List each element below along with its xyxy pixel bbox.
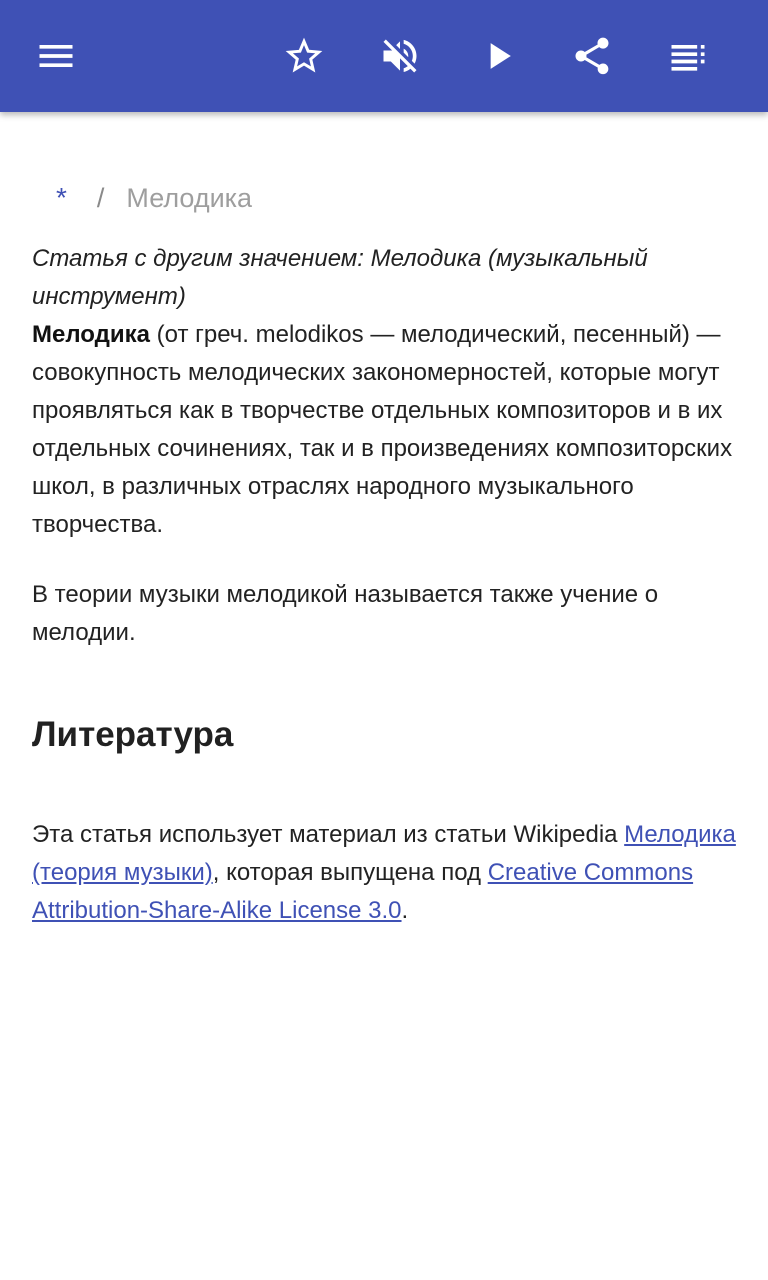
play-button[interactable]	[466, 24, 530, 88]
source-article-link[interactable]: Мелодика (теория музыки)	[32, 821, 736, 886]
top-app-bar	[0, 0, 768, 112]
menu-icon	[34, 34, 78, 78]
playlist-icon	[666, 34, 710, 78]
section-heading-literature: Литература	[32, 715, 234, 754]
volume-off-icon	[378, 34, 422, 78]
mute-button[interactable]	[368, 24, 432, 88]
star-outline-icon	[282, 34, 326, 78]
lead-term: Мелодика	[32, 321, 150, 348]
attribution-paragraph	[32, 816, 736, 930]
article-content	[32, 170, 736, 930]
attribution-suffix: .	[401, 897, 409, 924]
favorite-button[interactable]	[272, 24, 336, 88]
breadcrumb-separator: /	[96, 183, 105, 213]
menu-button[interactable]	[24, 24, 88, 88]
breadcrumb	[32, 170, 736, 226]
share-button[interactable]	[560, 24, 624, 88]
contents-button[interactable]	[656, 24, 720, 88]
lead-paragraph	[32, 316, 736, 544]
paragraph-theory: В теории музыки мелодикой называется также учение о мелодии.	[32, 581, 659, 646]
attribution-middle: , которая выпущена под	[212, 859, 488, 886]
hatnote: Статья с другим значением: Мелодика (музыкальный инструмент)	[32, 245, 648, 310]
attribution-prefix: Эта статья использует материал из статьи Wikipedia	[32, 821, 625, 848]
breadcrumb-home-link[interactable]: *	[56, 182, 67, 213]
breadcrumb-current: Мелодика	[126, 183, 253, 213]
play-icon	[476, 34, 520, 78]
share-icon	[570, 34, 614, 78]
license-link[interactable]: Creative Commons Attribution-Share-Alike License 3.0	[32, 859, 694, 924]
lead-text: (от греч. melodikos — мелодический, песенный) — совокупность мелодических закономерностей, которые могут проявляться как в творчестве отдельных композиторов и в их отдельных сочинениях, так и в произведениях композиторских школ, в различных отраслях народного музыкального творчества.	[32, 321, 733, 538]
